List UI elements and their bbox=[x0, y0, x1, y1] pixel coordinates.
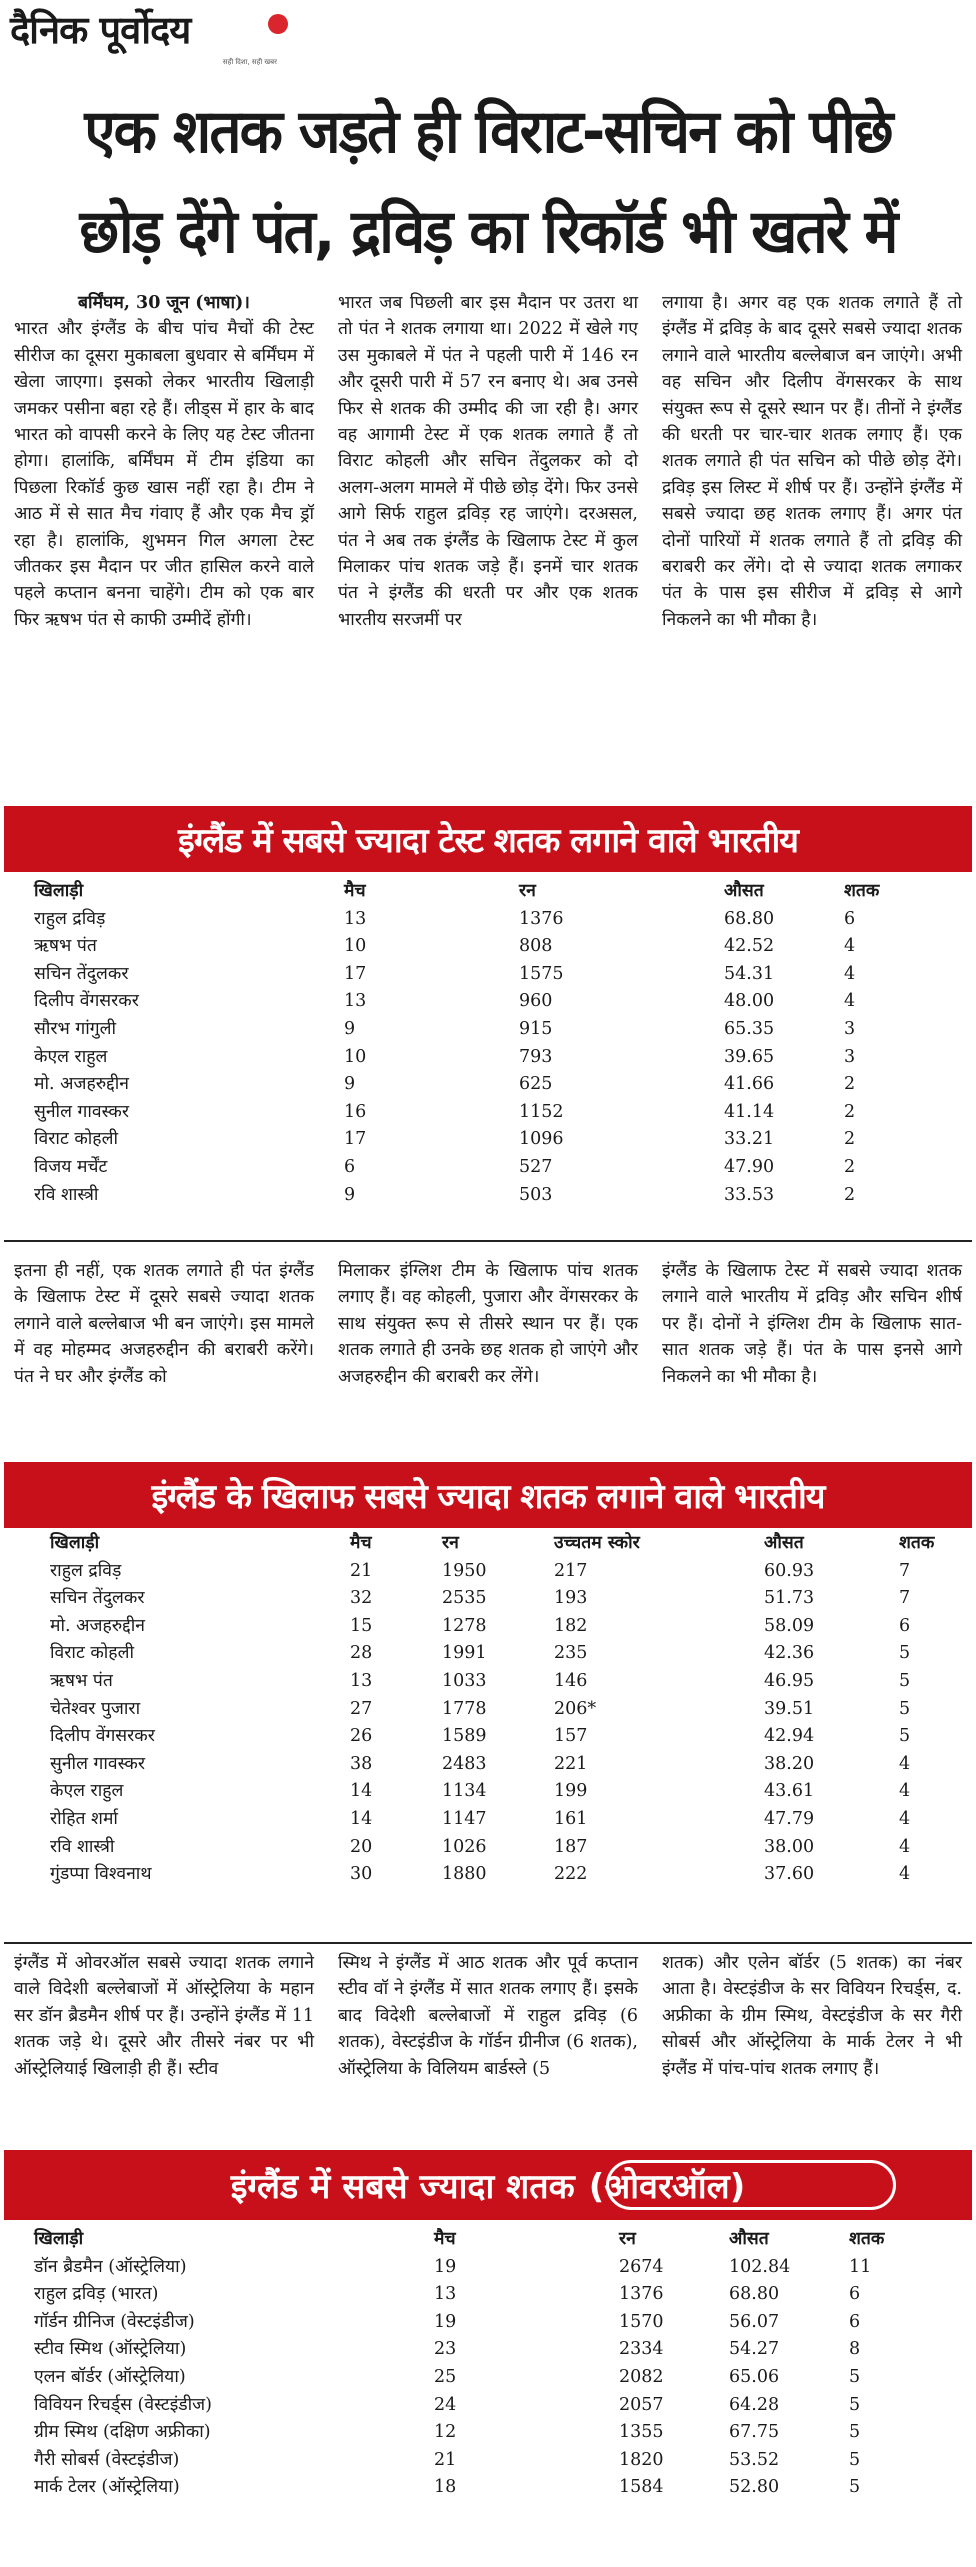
stat-cell: 15 bbox=[350, 1615, 373, 1636]
stat-cell: 4 bbox=[844, 991, 856, 1012]
stat-cell: 5 bbox=[849, 2422, 861, 2443]
story-1 bbox=[14, 290, 962, 633]
stat-cell: 47.79 bbox=[764, 1808, 815, 1829]
stat-cell: 4 bbox=[899, 1864, 911, 1885]
stat-cell: 41.66 bbox=[724, 1074, 775, 1095]
table-header-row bbox=[34, 2226, 929, 2254]
player-name: स्टीव स्मिथ (ऑस्ट्रेलिया) bbox=[34, 2339, 187, 2360]
stat-cell: 1820 bbox=[619, 2449, 664, 2470]
table-row bbox=[34, 1182, 924, 1210]
player-name: केएल राहुल bbox=[34, 1046, 108, 1067]
stat-cell: 14 bbox=[350, 1808, 373, 1829]
stat-cell: 221 bbox=[554, 1753, 588, 1774]
table-row bbox=[50, 1585, 969, 1613]
player-name: केएल राहुल bbox=[50, 1781, 124, 1802]
story-2-text-1: इतना ही नहीं, एक शतक लगाते ही पंत इंग्लैंड के खिलाफ टेस्ट में दूसरे सबसे ज्यादा शतक लगाने वाले बल्लेबाज भी बन जाएंगे। इस मामले में वह मोहम्मद अजहरुद्दीन की बराबरी करेंगे। पंत ने घर और इंग्लैंड को bbox=[14, 1261, 314, 1387]
stat-cell: 48.00 bbox=[724, 991, 775, 1012]
stat-cell: 2 bbox=[844, 1156, 856, 1177]
table-row bbox=[34, 1016, 924, 1044]
stat-cell: 18 bbox=[434, 2477, 457, 2498]
stat-cell: 47.90 bbox=[724, 1156, 775, 1177]
table-row bbox=[50, 1668, 969, 1696]
stat-cell: 7 bbox=[899, 1588, 911, 1609]
story-3-column-2 bbox=[338, 1950, 638, 2082]
stat-cell: 6 bbox=[344, 1156, 356, 1177]
stat-cell: 1991 bbox=[442, 1643, 487, 1664]
stat-cell: 1134 bbox=[442, 1781, 487, 1802]
stat-cell: 38 bbox=[350, 1753, 373, 1774]
stat-cell: 10 bbox=[344, 936, 367, 957]
stat-cell: 19 bbox=[434, 2256, 457, 2277]
stat-cell: 17 bbox=[344, 1129, 367, 1150]
stat-cell: 503 bbox=[519, 1184, 553, 1205]
stat-cell: 67.75 bbox=[729, 2422, 780, 2443]
player-name: सुनील गावस्कर bbox=[50, 1753, 146, 1774]
story-2-text-2: मिलाकर इंग्लिश टीम के खिलाफ पांच शतक लगाए हैं। वह कोहली, पुजारा और वेंगसरकर के साथ संयुक्त रूप से तीसरे स्थान पर हैं। एक शतक लगाते ही उनके छह शतक हो जाएंगे और अजहरुद्दीन की बराबरी कर लेंगे। bbox=[338, 1261, 638, 1387]
player-name: रोहित शर्मा bbox=[50, 1808, 118, 1829]
table-row bbox=[50, 1834, 969, 1862]
stat-cell: 527 bbox=[519, 1156, 553, 1177]
divider bbox=[4, 1240, 972, 1242]
stat-cell: 32 bbox=[350, 1588, 373, 1609]
story-1-text-3: लगाया है। अगर वह एक शतक लगाते हैं तो इंग्लैंड में द्रविड़ के बाद दूसरे सबसे ज्यादा शतक लगाने वाले भारतीय बल्लेबाज बन जाएंगे। अभी वह सचिन और दिलीप वेंगसरकर के साथ संयुक्त रूप से दूसरे स्थान पर हैं। तीनों ने इंग्लैंड की धरती पर चार-चार शतक लगाए हैं। एक शतक लगाते ही पंत सचिन को पीछे छोड़ देंगे। द्रविड़ इस लिस्ट में शीर्ष पर हैं। उन्होंने इंग्लैंड में सबसे ज्यादा छह शतक लगाए हैं। अगर पंत दोनों पारियों में शतक लगाते हैं तो द्रविड़ की बराबरी कर लेंगे। दो से ज्यादा शतक लगाकर पंत के पास इस सीरीज में द्रविड़ से आगे निकलने का भी मौका है। bbox=[662, 293, 962, 630]
stat-cell: 1152 bbox=[519, 1101, 564, 1122]
column-header: उच्चतम स्कोर bbox=[554, 1533, 640, 1553]
stat-cell: 13 bbox=[434, 2284, 457, 2305]
story-3-column-1 bbox=[14, 1950, 314, 2082]
stat-cell: 46.95 bbox=[764, 1670, 815, 1691]
table-1 bbox=[34, 878, 924, 1209]
table-3 bbox=[34, 2226, 929, 2502]
table-row bbox=[34, 2281, 929, 2309]
stat-cell: 10 bbox=[344, 1046, 367, 1067]
stat-cell: 38.20 bbox=[764, 1753, 815, 1774]
masthead-name: दैनिक पूर्वोदय bbox=[10, 7, 191, 52]
table-2-title: इंग्लैंड के खिलाफ सबसे ज्यादा शतक लगाने वाले भारतीय bbox=[4, 1462, 972, 1528]
stat-cell: 2057 bbox=[619, 2394, 664, 2415]
stat-cell: 43.61 bbox=[764, 1781, 815, 1802]
player-name: सुनील गावस्कर bbox=[34, 1101, 130, 1122]
stat-cell: 33.53 bbox=[724, 1184, 775, 1205]
stat-cell: 5 bbox=[849, 2394, 861, 2415]
stat-cell: 4 bbox=[899, 1781, 911, 1802]
masthead-tagline: सही दिशा, सही खबर bbox=[222, 58, 277, 66]
table-row bbox=[50, 1751, 969, 1779]
headline-line-1: एक शतक जड़ते ही विराट-सचिन को पीछे bbox=[84, 97, 892, 167]
stat-cell: 13 bbox=[350, 1670, 373, 1691]
stat-cell: 1376 bbox=[619, 2284, 664, 2305]
stat-cell: 5 bbox=[849, 2449, 861, 2470]
player-name: विराट कोहली bbox=[34, 1129, 118, 1150]
stat-cell: 2334 bbox=[619, 2339, 664, 2360]
player-name: एलन बॉर्डर (ऑस्ट्रेलिया) bbox=[34, 2366, 186, 2387]
column-header: खिलाड़ी bbox=[50, 1533, 100, 1553]
table-row bbox=[34, 2447, 929, 2475]
player-name: मो. अजहरुद्दीन bbox=[34, 1074, 129, 1095]
stat-cell: 4 bbox=[899, 1808, 911, 1829]
stat-cell: 52.80 bbox=[729, 2477, 780, 2498]
story-2-text-3: इंग्लैंड के खिलाफ टेस्ट में सबसे ज्यादा शतक लगाने वाले भारतीय में द्रविड़ और सचिन शीर्ष पर हैं। दोनों ने इंग्लिश टीम के खिलाफ सात-सात शतक जड़े हैं। पंत के पास इनसे आगे निकलने का भी मौका है। bbox=[662, 1261, 962, 1387]
stat-cell: 2 bbox=[844, 1129, 856, 1150]
headline bbox=[29, 82, 946, 282]
stat-cell: 157 bbox=[554, 1726, 588, 1747]
story-1-column-3 bbox=[662, 290, 962, 633]
stat-cell: 30 bbox=[350, 1864, 373, 1885]
player-name: गुंडप्पा विश्वनाथ bbox=[50, 1864, 152, 1885]
column-header: मैच bbox=[350, 1533, 372, 1553]
stat-cell: 206* bbox=[554, 1698, 597, 1719]
column-header: मैच bbox=[344, 881, 366, 901]
player-name: ऋषभ पंत bbox=[34, 936, 97, 957]
column-header: रन bbox=[519, 881, 536, 901]
masthead-logo bbox=[10, 8, 285, 70]
stat-cell: 51.73 bbox=[764, 1588, 815, 1609]
player-name: राहुल द्रविड़ bbox=[50, 1560, 122, 1581]
story-1-column-1 bbox=[14, 290, 314, 633]
stat-cell: 2 bbox=[844, 1101, 856, 1122]
stat-cell: 5 bbox=[849, 2366, 861, 2387]
stat-cell: 2674 bbox=[619, 2256, 664, 2277]
table-header-row bbox=[50, 1530, 969, 1558]
stat-cell: 102.84 bbox=[729, 2256, 791, 2277]
table-row bbox=[50, 1806, 969, 1834]
table-row bbox=[50, 1558, 969, 1586]
table-3-title: इंग्लैंड में सबसे ज्यादा शतक bbox=[230, 2167, 575, 2207]
stat-cell: 960 bbox=[519, 991, 553, 1012]
story-3-text-1: इंग्लैंड में ओवरऑल सबसे ज्यादा शतक लगाने वाले विदेशी बल्लेबाजों में ऑस्ट्रेलिया के महान सर डॉन ब्रैडमैन शीर्ष पर हैं। उन्होंने इंग्लैंड में 11 शतक जड़े थे। दूसरे और तीसरे नंबर पर भी ऑस्ट्रेलियाई खिलाड़ी ही हैं। स्टीव bbox=[14, 1953, 314, 2079]
stat-cell: 24 bbox=[434, 2394, 457, 2415]
stat-cell: 1026 bbox=[442, 1836, 487, 1857]
stat-cell: 5 bbox=[899, 1670, 911, 1691]
divider bbox=[4, 1942, 972, 1944]
stat-cell: 1570 bbox=[619, 2311, 664, 2332]
stat-cell: 3 bbox=[844, 1046, 856, 1067]
stat-cell: 4 bbox=[899, 1753, 911, 1774]
table-2 bbox=[50, 1530, 969, 1889]
player-name: रवि शास्त्री bbox=[34, 1184, 99, 1205]
column-header: शतक bbox=[844, 881, 880, 901]
stat-cell: 2483 bbox=[442, 1753, 487, 1774]
table-row bbox=[34, 2419, 929, 2447]
logo-sun-icon bbox=[268, 14, 288, 34]
column-header: शतक bbox=[849, 2229, 885, 2249]
column-header: खिलाड़ी bbox=[34, 881, 84, 901]
player-name: विजय मर्चेंट bbox=[34, 1156, 108, 1177]
stat-cell: 2082 bbox=[619, 2366, 664, 2387]
player-name: सौरभ गांगुली bbox=[34, 1018, 117, 1039]
stat-cell: 42.94 bbox=[764, 1726, 815, 1747]
stat-cell: 2 bbox=[844, 1184, 856, 1205]
story-2-column-3 bbox=[662, 1258, 962, 1390]
stat-cell: 2 bbox=[844, 1074, 856, 1095]
stat-cell: 65.35 bbox=[724, 1018, 775, 1039]
stat-cell: 146 bbox=[554, 1670, 588, 1691]
player-name: ग्रीम स्मिथ (दक्षिण अफ्रीका) bbox=[34, 2422, 211, 2443]
column-header: खिलाड़ी bbox=[34, 2229, 84, 2249]
stat-cell: 1376 bbox=[519, 908, 564, 929]
player-name: मार्क टेलर (ऑस्ट्रेलिया) bbox=[34, 2477, 180, 2498]
story-3 bbox=[14, 1950, 962, 2082]
player-name: सचिन तेंदुलकर bbox=[34, 963, 129, 984]
stat-cell: 9 bbox=[344, 1074, 356, 1095]
stat-cell: 6 bbox=[844, 908, 856, 929]
stat-cell: 5 bbox=[849, 2477, 861, 2498]
table-row bbox=[34, 933, 924, 961]
table-row bbox=[34, 2392, 929, 2420]
table-row bbox=[34, 906, 924, 934]
player-name: राहुल द्रविड़ bbox=[34, 908, 106, 929]
stat-cell: 4 bbox=[844, 936, 856, 957]
stat-cell: 3 bbox=[844, 1018, 856, 1039]
table-row bbox=[50, 1613, 969, 1641]
stat-cell: 21 bbox=[350, 1560, 373, 1581]
story-1-column-2 bbox=[338, 290, 638, 633]
story-2 bbox=[14, 1258, 962, 1390]
story-1-text-2: भारत जब पिछली बार इस मैदान पर उतरा था तो पंत ने शतक लगाया था। 2022 में खेले गए उस मुकाबले में पंत ने पहली पारी में 146 रन और दूसरी पारी में 57 रन बनाए थे। अब उनसे फिर से शतक की उम्मीद की जा रही है। अगर वह आगामी टेस्ट में एक शतक लगाते हैं तो विराट कोहली और सचिन तेंदुलकर को दो अलग-अलग मामले में पीछे छोड़ देंगे। फिर उनसे आगे सिर्फ राहुल द्रविड़ रह जाएंगे। दरअसल, पंत ने अब तक इंग्लैंड के खिलाफ टेस्ट में कुल मिलाकर पांच शतक जड़े हैं। इनमें चार शतक पंत ने इंग्लैंड की धरती पर और एक शतक भारतीय सरजमीं पर bbox=[338, 293, 638, 630]
stat-cell: 42.36 bbox=[764, 1643, 815, 1664]
stat-cell: 4 bbox=[844, 963, 856, 984]
column-header: औसत bbox=[724, 881, 764, 901]
player-name: रवि शास्त्री bbox=[50, 1836, 115, 1857]
stat-cell: 27 bbox=[350, 1698, 373, 1719]
player-name: मो. अजहरुद्दीन bbox=[50, 1615, 145, 1636]
stat-cell: 54.27 bbox=[729, 2339, 780, 2360]
stat-cell: 21 bbox=[434, 2449, 457, 2470]
stat-cell: 1033 bbox=[442, 1670, 487, 1691]
stat-cell: 625 bbox=[519, 1074, 553, 1095]
story-3-column-3 bbox=[662, 1950, 962, 2082]
stat-cell: 1147 bbox=[442, 1808, 487, 1829]
player-name: गॉर्डन ग्रीनिज (वेस्टइंडीज) bbox=[34, 2311, 195, 2332]
table-row bbox=[50, 1640, 969, 1668]
table-row bbox=[50, 1723, 969, 1751]
stat-cell: 1584 bbox=[619, 2477, 664, 2498]
stat-cell: 39.65 bbox=[724, 1046, 775, 1067]
table-row bbox=[34, 1126, 924, 1154]
stat-cell: 6 bbox=[899, 1615, 911, 1636]
column-header: रन bbox=[442, 1533, 459, 1553]
player-name: विवियन रिचर्ड्स (वेस्टइंडीज) bbox=[34, 2394, 212, 2415]
stat-cell: 9 bbox=[344, 1184, 356, 1205]
table-row bbox=[34, 988, 924, 1016]
column-header: मैच bbox=[434, 2229, 456, 2249]
stat-cell: 23 bbox=[434, 2339, 457, 2360]
column-header: शतक bbox=[899, 1533, 935, 1553]
stat-cell: 9 bbox=[344, 1018, 356, 1039]
story-3-text-2: स्मिथ ने इंग्लैंड में आठ शतक और पूर्व कप्तान स्टीव वॉ ने इंग्लैंड में सात शतक लगाए हैं। इसके बाद विदेशी बल्लेबाजों में राहुल द्रविड़ (6 शतक), वेस्टइंडीज के गॉर्डन ग्रीनीज (6 शतक), ऑस्ट्रेलिया के विलियम बार्डस्ले (5 bbox=[338, 1953, 638, 2079]
stat-cell: 42.52 bbox=[724, 936, 775, 957]
column-header: रन bbox=[619, 2229, 636, 2249]
stat-cell: 5 bbox=[899, 1643, 911, 1664]
stat-cell: 60.93 bbox=[764, 1560, 815, 1581]
stat-cell: 222 bbox=[554, 1864, 588, 1885]
table-row bbox=[34, 2474, 929, 2502]
stat-cell: 4 bbox=[899, 1836, 911, 1857]
stat-cell: 793 bbox=[519, 1046, 553, 1067]
stat-cell: 8 bbox=[849, 2339, 861, 2360]
table-row bbox=[34, 961, 924, 989]
stat-cell: 199 bbox=[554, 1781, 588, 1802]
story-2-column-1 bbox=[14, 1258, 314, 1390]
table-row bbox=[34, 1044, 924, 1072]
player-name: दिलीप वेंगसरकर bbox=[50, 1726, 155, 1747]
title-pill-outline bbox=[606, 2160, 896, 2210]
stat-cell: 1278 bbox=[442, 1615, 487, 1636]
player-name: विराट कोहली bbox=[50, 1643, 134, 1664]
stat-cell: 217 bbox=[554, 1560, 588, 1581]
stat-cell: 56.07 bbox=[729, 2311, 780, 2332]
column-header: औसत bbox=[764, 1533, 804, 1553]
stat-cell: 1589 bbox=[442, 1726, 487, 1747]
story-1-text-1: भारत और इंग्लैंड के बीच पांच मैचों की टेस्ट सीरीज का दूसरा मुकाबला बुधवार से बर्मिंघम में खेला जाएगा। इसको लेकर भारतीय खिलाड़ी जमकर पसीना बहा रहे हैं। लीड्स में हार के बाद भारत को वापसी करने के लिए यह टेस्ट जीतना होगा। हालांकि, बर्मिंघम में टीम इंडिया का पिछला रिकॉर्ड कुछ खास नहीं रहा है। टीम ने आठ में से सात मैच गंवाए हैं और एक मैच ड्रॉ रहा है। हालांकि, शुभमन गिल अगला टेस्ट जीतकर इस मैदान पर जीत हासिल करने वाले पहले कप्तान बनना चाहेंगे। टीम को एक बार फिर ऋषभ पंत से काफी उम्मीदें होंगी। bbox=[14, 319, 314, 630]
player-name: ऋषभ पंत bbox=[50, 1670, 113, 1691]
stat-cell: 182 bbox=[554, 1615, 588, 1636]
stat-cell: 41.14 bbox=[724, 1101, 775, 1122]
table-3-title-bar bbox=[4, 2150, 972, 2220]
table-3-title-pill: (ओवरऑल) bbox=[588, 2167, 746, 2207]
stat-cell: 915 bbox=[519, 1018, 553, 1039]
stat-cell: 161 bbox=[554, 1808, 588, 1829]
stat-cell: 54.31 bbox=[724, 963, 775, 984]
stat-cell: 19 bbox=[434, 2311, 457, 2332]
stat-cell: 65.06 bbox=[729, 2366, 780, 2387]
table-1-title: इंग्लैंड में सबसे ज्यादा टेस्ट शतक लगाने वाले भारतीय bbox=[4, 806, 972, 872]
stat-cell: 28 bbox=[350, 1643, 373, 1664]
stat-cell: 68.80 bbox=[729, 2284, 780, 2305]
stat-cell: 13 bbox=[344, 991, 367, 1012]
stat-cell: 33.21 bbox=[724, 1129, 775, 1150]
stat-cell: 64.28 bbox=[729, 2394, 780, 2415]
stat-cell: 37.60 bbox=[764, 1864, 815, 1885]
player-name: गैरी सोबर्स (वेस्टइंडीज) bbox=[34, 2449, 180, 2470]
stat-cell: 38.00 bbox=[764, 1836, 815, 1857]
stat-cell: 5 bbox=[899, 1698, 911, 1719]
headline-line-2: छोड़ देंगे पंत, द्रविड़ का रिकॉर्ड भी खतरे में bbox=[79, 197, 897, 267]
table-row bbox=[34, 1154, 924, 1182]
stat-cell: 5 bbox=[899, 1726, 911, 1747]
stat-cell: 39.51 bbox=[764, 1698, 815, 1719]
dateline: बर्मिंघम, 30 जून (भाषा)। bbox=[78, 293, 250, 313]
table-row bbox=[50, 1696, 969, 1724]
player-name: चेतेश्वर पुजारा bbox=[50, 1698, 141, 1719]
stat-cell: 6 bbox=[849, 2311, 861, 2332]
stat-cell: 7 bbox=[899, 1560, 911, 1581]
stat-cell: 2535 bbox=[442, 1588, 487, 1609]
table-row bbox=[34, 1099, 924, 1127]
stat-cell: 1355 bbox=[619, 2422, 664, 2443]
stat-cell: 1096 bbox=[519, 1129, 564, 1150]
stat-cell: 20 bbox=[350, 1836, 373, 1857]
stat-cell: 808 bbox=[519, 936, 553, 957]
stat-cell: 11 bbox=[849, 2256, 872, 2277]
stat-cell: 17 bbox=[344, 963, 367, 984]
stat-cell: 53.52 bbox=[729, 2449, 780, 2470]
stat-cell: 1778 bbox=[442, 1698, 487, 1719]
player-name: डॉन ब्रैडमैन (ऑस्ट्रेलिया) bbox=[34, 2256, 187, 2277]
table-header-row bbox=[34, 878, 924, 906]
table-row bbox=[34, 2336, 929, 2364]
table-row bbox=[34, 2364, 929, 2392]
stat-cell: 58.09 bbox=[764, 1615, 815, 1636]
player-name: दिलीप वेंगसरकर bbox=[34, 991, 139, 1012]
stat-cell: 16 bbox=[344, 1101, 367, 1122]
table-row bbox=[50, 1778, 969, 1806]
stat-cell: 25 bbox=[434, 2366, 457, 2387]
stat-cell: 1575 bbox=[519, 963, 564, 984]
table-row bbox=[34, 2309, 929, 2337]
player-name: सचिन तेंदुलकर bbox=[50, 1588, 145, 1609]
stat-cell: 14 bbox=[350, 1781, 373, 1802]
stat-cell: 68.80 bbox=[724, 908, 775, 929]
story-2-column-2 bbox=[338, 1258, 638, 1390]
column-header: औसत bbox=[729, 2229, 769, 2249]
stat-cell: 1950 bbox=[442, 1560, 487, 1581]
stat-cell: 235 bbox=[554, 1643, 588, 1664]
story-3-text-3: शतक) और एलेन बॉर्डर (5 शतक) का नंबर आता है। वेस्टइंडीज के सर विवियन रिचर्ड्स, द. अफ्रीका के ग्रीम स्मिथ, वेस्टइंडीज के सर गैरी सोबर्स और ऑस्ट्रेलिया के मार्क टेलर ने भी इंग्लैंड में पांच-पांच शतक लगाए हैं। bbox=[662, 1953, 962, 2079]
table-row bbox=[50, 1861, 969, 1889]
stat-cell: 1880 bbox=[442, 1864, 487, 1885]
stat-cell: 6 bbox=[849, 2284, 861, 2305]
stat-cell: 187 bbox=[554, 1836, 588, 1857]
stat-cell: 26 bbox=[350, 1726, 373, 1747]
player-name: राहुल द्रविड़ (भारत) bbox=[34, 2284, 159, 2305]
stat-cell: 193 bbox=[554, 1588, 588, 1609]
table-row bbox=[34, 2254, 929, 2282]
stat-cell: 13 bbox=[344, 908, 367, 929]
stat-cell: 12 bbox=[434, 2422, 457, 2443]
table-row bbox=[34, 1071, 924, 1099]
